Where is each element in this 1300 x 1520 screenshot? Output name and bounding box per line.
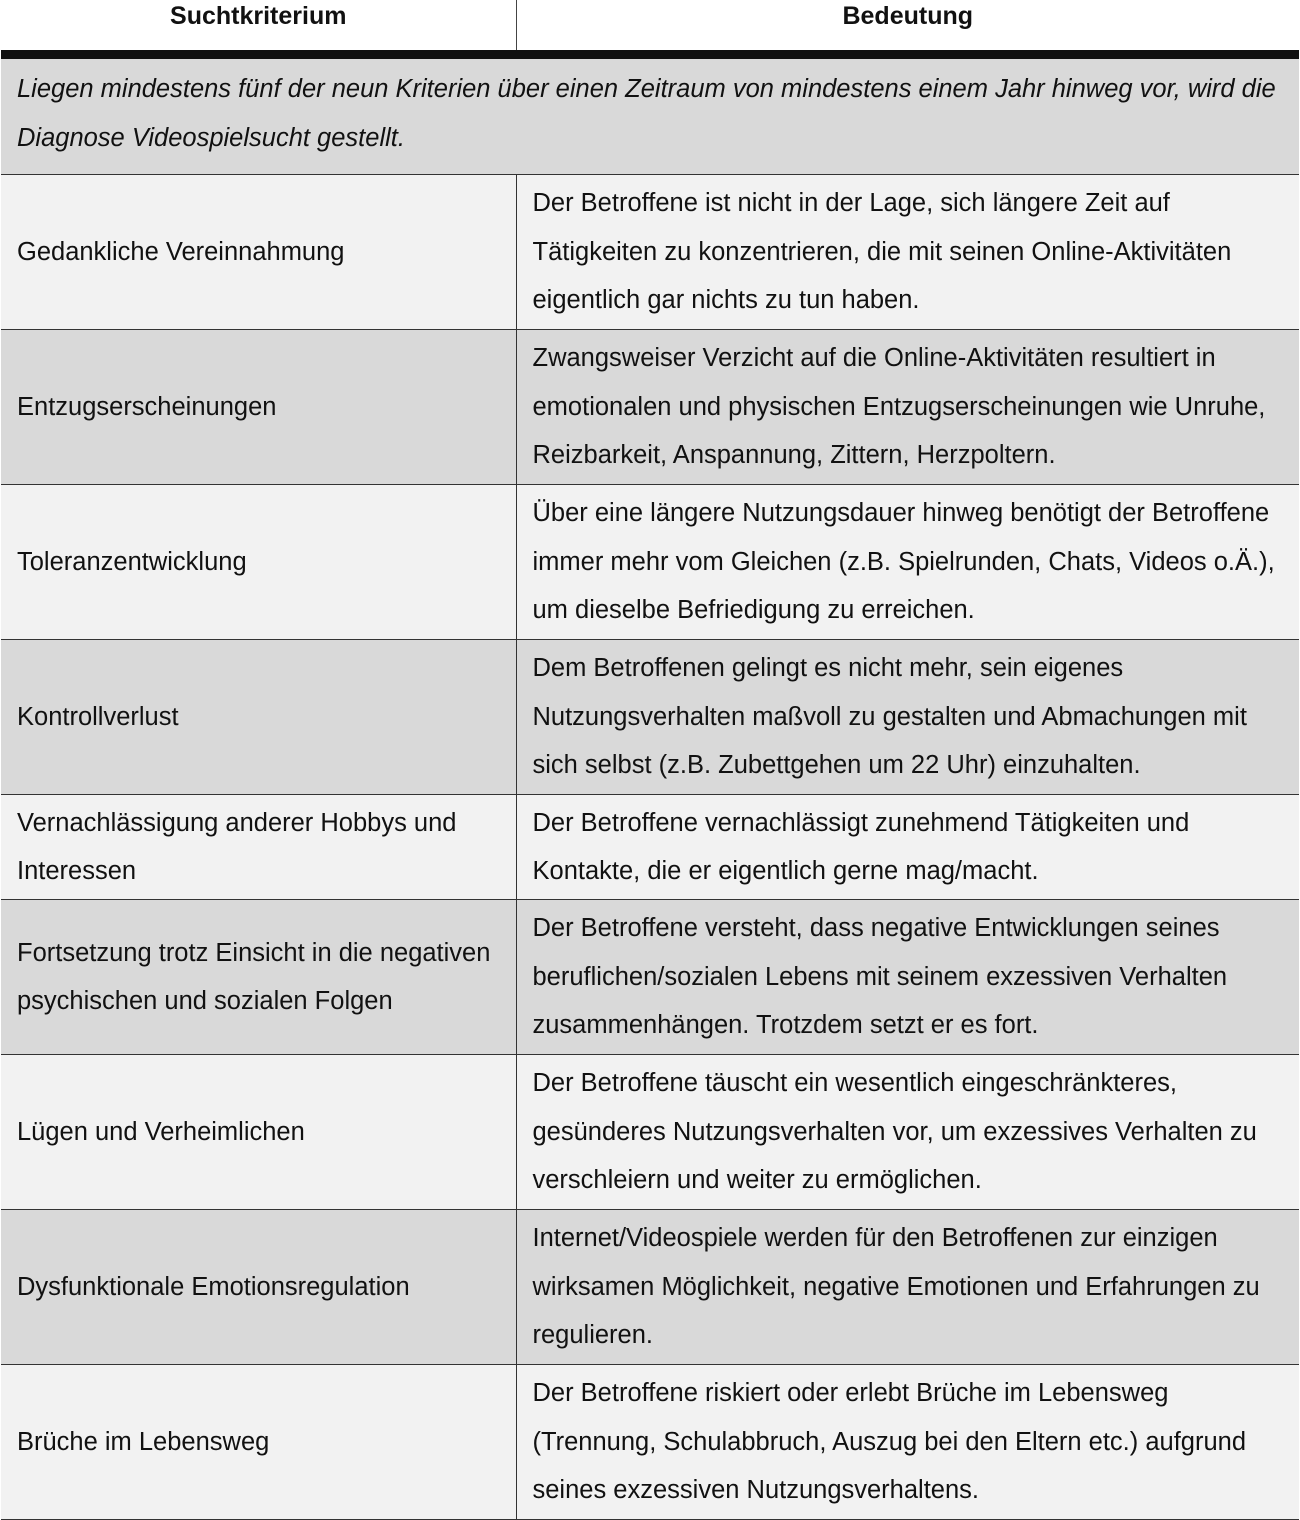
column-header-criterion: Suchtkriterium — [1, 0, 516, 55]
table-row — [1, 1365, 1299, 1520]
criterion-cell: Gedankliche Vereinnahmung — [1, 175, 516, 330]
table-row — [1, 485, 1299, 640]
criterion-cell: Kontrollverlust — [1, 640, 516, 795]
criterion-cell: Entzugserscheinungen — [1, 330, 516, 485]
column-header-meaning: Bedeutung — [516, 0, 1299, 55]
table-body — [1, 55, 1299, 1520]
table-row — [1, 1210, 1299, 1365]
criterion-cell: Dysfunktionale Emotionsregulation — [1, 1210, 516, 1365]
meaning-cell: Der Betroffene ist nicht in der Lage, sich längere Zeit auf Tätigkeiten zu konzentrieren, die mit seinen Online-Aktivitäten eigentlich gar nichts zu tun haben. — [516, 175, 1299, 330]
table-row — [1, 330, 1299, 485]
meaning-cell: Über eine längere Nutzungsdauer hinweg benötigt der Betroffene immer mehr vom Gleichen (z.B. Spielrunden, Chats, Videos o.Ä.), um dieselbe Befriedigung zu erreichen. — [516, 485, 1299, 640]
table-row — [1, 900, 1299, 1055]
criterion-cell: Fortsetzung trotz Einsicht in die negativen psychischen und sozialen Folgen — [1, 900, 516, 1055]
meaning-cell: Internet/Videospiele werden für den Betroffenen zur einzigen wirksamen Möglichkeit, negative Emotionen und Erfahrungen zu regulieren. — [516, 1210, 1299, 1365]
intro-row — [1, 55, 1299, 175]
table-row — [1, 175, 1299, 330]
meaning-cell: Der Betroffene vernachlässigt zunehmend Tätigkeiten und Kontakte, die er eigentlich gerne mag/macht. — [516, 795, 1299, 900]
meaning-cell: Der Betroffene riskiert oder erlebt Brüche im Lebensweg (Trennung, Schulabbruch, Auszug bei den Eltern etc.) aufgrund seines exzessiven Nutzungsverhaltens. — [516, 1365, 1299, 1520]
table-row — [1, 795, 1299, 900]
header-row — [1, 0, 1299, 55]
meaning-cell: Zwangsweiser Verzicht auf die Online-Aktivitäten resultiert in emotionalen und physischen Entzugserscheinungen wie Unruhe, Reizbarkeit, Anspannung, Zittern, Herzpoltern. — [516, 330, 1299, 485]
table-row — [1, 1055, 1299, 1210]
criterion-cell: Lügen und Verheimlichen — [1, 1055, 516, 1210]
criterion-cell: Toleranzentwicklung — [1, 485, 516, 640]
meaning-cell: Dem Betroffenen gelingt es nicht mehr, sein eigenes Nutzungsverhalten maßvoll zu gestalten und Abmachungen mit sich selbst (z.B. Zubettgehen um 22 Uhr) einzuhalten. — [516, 640, 1299, 795]
meaning-cell: Der Betroffene täuscht ein wesentlich eingeschränkteres, gesünderes Nutzungsverhalten vor, um exzessives Verhalten zu verschleiern und weiter zu ermöglichen. — [516, 1055, 1299, 1210]
table-row — [1, 640, 1299, 795]
criterion-cell: Vernachlässigung anderer Hobbys und Interessen — [1, 795, 516, 900]
table-header — [1, 0, 1299, 55]
criterion-cell: Brüche im Lebensweg — [1, 1365, 516, 1520]
intro-text: Liegen mindestens fünf der neun Kriterien über einen Zeitraum von mindestens einem Jahr hinweg vor, wird die Diagnose Videospielsucht gestellt. — [1, 55, 1299, 175]
meaning-cell: Der Betroffene versteht, dass negative Entwicklungen seines beruflichen/sozialen Lebens mit seinem exzessiven Verhalten zusammenhängen. Trotzdem setzt er es fort. — [516, 900, 1299, 1055]
criteria-table — [1, 0, 1299, 1520]
